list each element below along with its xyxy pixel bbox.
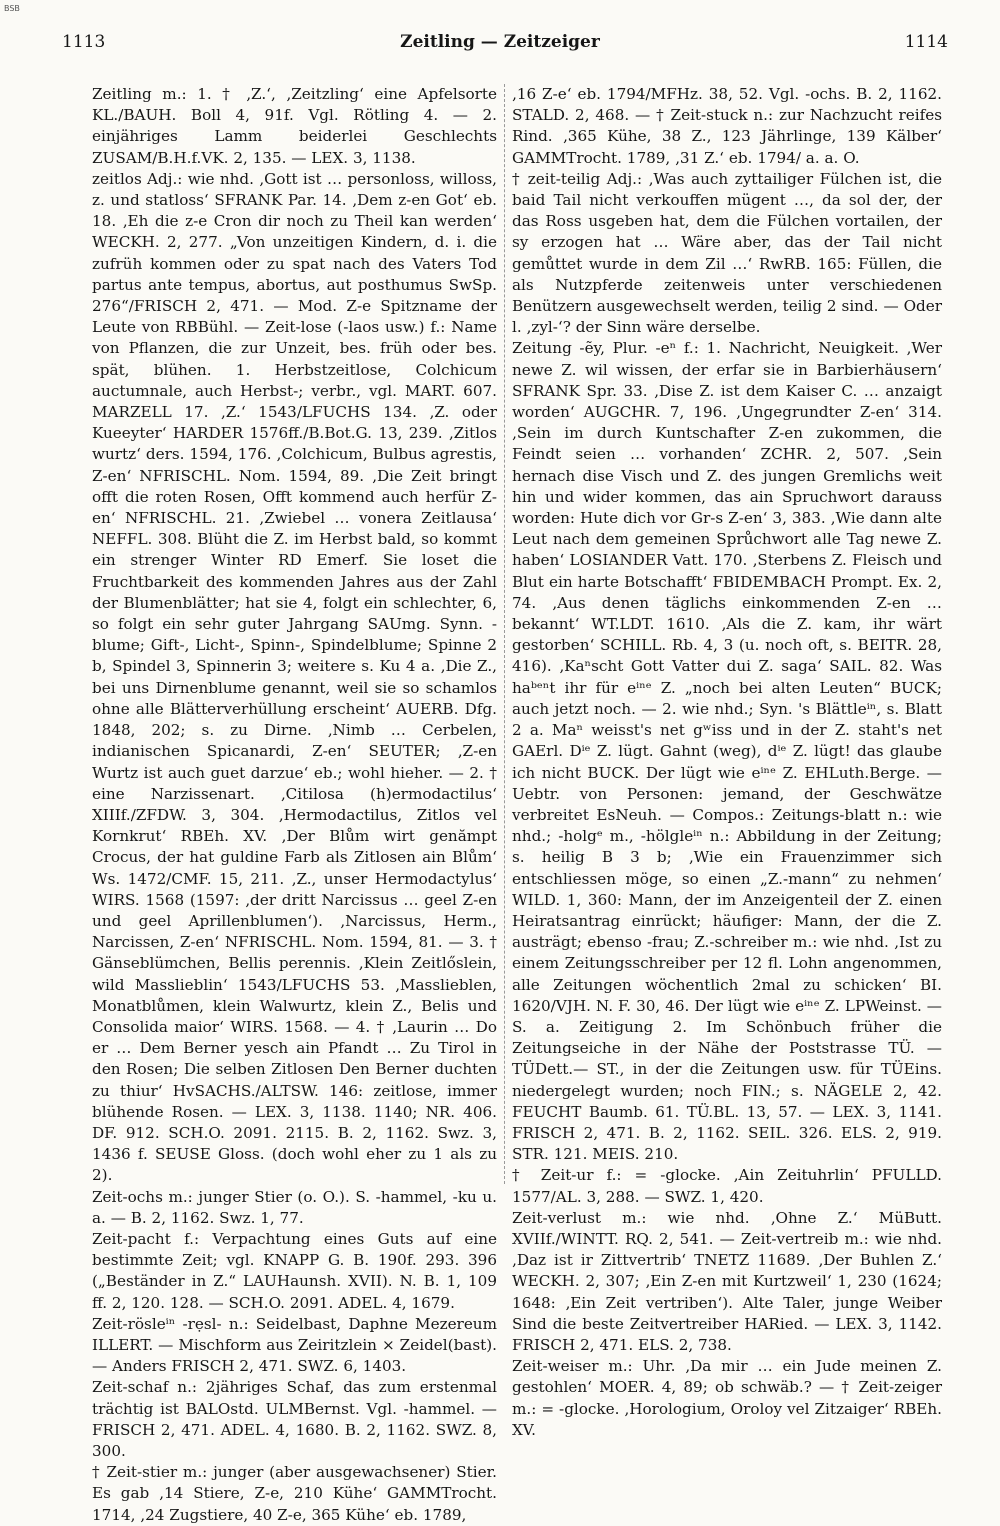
- entry-zeit-teilig: † zeit-teilig Adj.: ‚Was auch zyttailiger Fülchen ist, die baid Tail nicht verkouffen mügent …, da sol der, der das Ross usgeben hat, dem die Fülchen vortailen, der sy erzogen hat … Wäre aber, das der Tail nicht gemůttet wurde in dem Zil …‘ RwRB. 165: Füllen, die als Nutzpferde zeitenweis unter verschiedenen Benützern ausgewechselt werden, teilig 2 sind. — Oder l. ‚zyl-‘? der Sinn wäre derselbe.: [512, 169, 942, 337]
- entry-zeit-roeslein: Zeit-rösleⁱⁿ -rẹsl- n.: Seidelbast, Daphne Mezereum ILLERT. — Mischform aus Zeiritzlein × Zeidel(bast). — Anders FRISCH 2, 471. SWZ. 6, 1403.: [92, 1314, 497, 1376]
- left-page-number: 1113: [62, 32, 106, 52]
- entry-zeit-schaf: Zeit-schaf n.: 2jähriges Schaf, das zum erstenmal trächtig ist BALOstd. ULMBernst. Vgl. -hammel. — FRISCH 2, 471. ADEL. 4, 1680. B. 2, 1162. SWZ. 8, 300.: [92, 1378, 497, 1460]
- entry-zeit-ochs: Zeit-ochs m.: junger Stier (o. O.). S. -hammel, -ku u. a. — B. 2, 1162. Swz. 1, 77.: [92, 1187, 497, 1227]
- library-stamp: BSB: [4, 4, 20, 13]
- entry-zeit-stier: † Zeit-stier m.: junger (aber ausgewachsener) Stier. Es gab ‚14 Stiere, Z-e, 210 Kühe‘ GAMMTrocht. 1714, ‚24 Zugstiere, 40 Z-e, 365 Kühe‘ eb. 1789,: [92, 1463, 497, 1524]
- entry-zeit-pacht: Zeit-pacht f.: Verpachtung eines Guts auf eine bestimmte Zeit; vgl. KNAPP G. B. 190f. 293. 396 („Beständer in Z.“ LAUHaunsh. XVII). N. B. 1, 109 ff. 2, 120. 128. — SCH.O. 2091. ADEL. 4, 1679.: [92, 1229, 497, 1312]
- entry-zeitlos: zeitlos Adj.: wie nhd. ‚Gott ist … personloss, willoss, z. und statloss‘ SFRANK Par. 14. ‚Dem z-en Got‘ eb. 18. ‚Eh die z-e Cron dir noch zu Theil kan werden‘ WECKH. 2, 277. „Von unzeitigen Kindern, d. i. die zufrüh kommen oder zu spat nach des Vaters Tod partus ante tempus, abortus, aut posthumus SwSp. 276“/FRISCH 2, 471. — Mod. Z-e Spitzname der Leute von RBBühl. — Zeit-lose (-laos usw.) f.: Name von Pflanzen, die zur Unzeit, bes. früh oder bes. spät, blühen. 1. Herbstzeitlose, Colchicum auctumnale, auch Herbst-; verbr., vgl. MART. 607. MARZELL 17. ‚Z.‘ 1543/LFUCHS 134. ‚Z. oder Kueeyter‘ HARDER 1576ff./B.Bot.G. 13, 239. ‚Zitlos wurtz‘ ders. 1594, 176. ‚Colchicum, Bulbus agrestis, Z-en‘ NFRISCHL. Nom. 1594, 89. ‚Die Zeit bringt offt die roten Rosen, Offt kommend auch herfür Z-en‘ NFRISCHL. 21. ‚Zwiebel … vonera Zeitlausa‘ NEFFL. 308. Blüht die Z. im Herbst bald, so kommt ein strenger Winter RD Emerf. Sie loset die Fruchtbarkeit des kommenden Jahres aus der Zahl der Blumenblätter; hat sie 4, folgt ein schlechter, 6, so folgt ein sehr guter Jahrgang SAUmg. Synn. -blume; Gift-, Licht-, Spinn-, Spindelblume; Spinne 2 b, Spindel 3, Spinnerin 3; weitere s. Ku 4 a. ‚Die Z., bei uns Dirnenblume genannt, weil sie so schamlos ohne alle Blätterverhüllung erscheint‘ AUERB. Dfg. 1848, 202; s. zu Dirne. ‚Nimb … Cerbelen, indianischen Spicanardi, Z-en‘ SEUTER; ‚Z-en Wurtz ist auch guet darzue‘ eb.; wohl hieher. — 2. † eine Narzissenart. ‚Citilosa (h)ermodactilus‘ XIIIf./ZFDW. 3, 304. ‚Hermodactilus, Zitlos vel Kornkrut‘ RBEh. XV. ‚Der Blům wirt genămpt Crocus, der hat guldine Farb als Zitlosen ain Blům‘ Ws. 1472/CMF. 15, 211. ‚Z., unser Hermodactylus‘ WIRS. 1568 (1597: ‚der dritt Narcissus … geel Z-en und geel Aprillenblumen‘). ‚Narcissus, Herm., Narcissen, Z-en‘ NFRISCHL. Nom. 1594, 81. — 3. † Gänseblümchen, Bellis perennis. ‚Klein Zeitlőslein, wild Masslieblin‘ 1543/LFUCHS 53. ‚Masslieblen, Monatblůmen, klein Walwurtz, klein Z., Belis und Consolida maior‘ WIRS. 1568. — 4. † ‚Laurin … Do er … Dem Berner yesch ain Pfandt … Zu Tirol in den Rosen; Die selben Zitlosen Den Berner duchten zu thiur‘ HvSACHS./ALTSW. 146: zeitlose, immer blühende Rosen. — LEX. 3, 1138. 1140; NR. 406. DF. 912. SCH.O. 2091. 2115. B. 2, 1162. Swz. 3, 1436 f. SEUSE Gloss. (doch wohl eher zu 1 als zu 2).: [92, 169, 497, 1185]
- entry-zeit-ur: † Zeit-ur f.: = -glocke. ‚Ain Zeituhrlin‘ PFULLD. 1577/AL. 3, 288. — SWZ. 1, 420.: [512, 1166, 942, 1206]
- column-divider: [504, 84, 505, 1184]
- entry-zeitling: Zeitling m.: 1. † ‚Z.‘, ‚Zeitzling‘ eine Apfelsorte KL./BAUH. Boll 4, 91f. Vgl. Rötling 4. — 2. einjähriges Lamm beiderlei Geschlechts ZUSAM/B.H.f.VK. 2, 135. — LEX. 3, 1138.: [92, 85, 497, 167]
- entry-zeit-weiser: Zeit-weiser m.: Uhr. ‚Da mir … ein Jude meinen Z. gestohlen‘ MOER. 4, 89; ob schwäb.? — † Zeit-zeiger m.: = -glocke. ‚Horologium, Oroloy vel Zitzaiger‘ RBEh. XV.: [512, 1357, 942, 1439]
- running-title: Zeitling — Zeitzeiger: [400, 32, 600, 52]
- right-page-number: 1114: [904, 32, 948, 52]
- entry-zeit-verlust: Zeit-verlust m.: wie nhd. ‚Ohne Z.‘ MüButt. XVIIf./WINTT. RQ. 2, 541. — Zeit-vertreib m.: wie nhd. ‚Daz ist ir Zittvertrib‘ TNETZ 11689. ‚Der Buhlen Z.‘ WECKH. 2, 307; ‚Ein Z-en mit Kurtzweil‘ 1, 230 (1624; 1648: ‚Ein Zeit vertriben‘). Alte Taler, junge Weiber Sind die beste Zeitvertreiber HARied. — LEX. 3, 1142. FRISCH 2, 471. ELS. 2, 738.: [512, 1208, 942, 1354]
- left-column: [92, 84, 497, 1526]
- right-column: [512, 84, 942, 1441]
- entry-zeit-stier-continued: ‚16 Z-e‘ eb. 1794/MFHz. 38, 52. Vgl. -ochs. B. 2, 1162. STALD. 2, 468. — † Zeit-stuck n.: zur Nachzucht reifes Rind. ‚365 Kühe, 38 Z., 123 Jährlinge, 139 Kälber‘ GAMMTrocht. 1789, ‚31 Z.‘ eb. 1794/ a. a. O.: [512, 85, 942, 167]
- entry-zeitung: Zeitung -ẽy, Plur. -eⁿ f.: 1. Nachricht, Neuigkeit. ‚Wer newe Z. wil wissen, der erfar sie in Barbierhäusern‘ SFRANK Spr. 33. ‚Dise Z. ist dem Kaiser C. … anzaigt worden‘ AUGCHR. 7, 196. ‚Ungegrundter Z-en‘ 314. ‚Sein im durch Kuntschafter Z-en zukommen, die Feindt seien … vorhanden‘ ZCHR. 2, 507. ‚Sein hernach dise Visch und Z. des jungen Gremlichs weit hin und wider kommen, das ain Spruchwort darauss worden: Hute dich vor Gr-s Z-en‘ 3, 383. ‚Wie dann alte Leut nach dem gemeinen Sprůchwort alle Tag newe Z. haben‘ LOSIANDER Vatt. 170. ‚Sterbens Z. Fleisch und Blut ein harte Botschafft‘ FBIDEMBACH Prompt. Ex. 2, 74. ‚Aus denen täglichs einkommenden Z-en … bekannt‘ WT.LDT. 1610. ‚Als die Z. kam, ihr wärt gestorben‘ SCHILL. Rb. 4, 3 (u. noch oft, s. BEITR. 28, 416). ‚Kaⁿscht Gott Vatter dui Z. saga‘ SAIL. 82. Was haᵇᵉⁿt ihr für eⁱⁿᵉ Z. „noch bei alten Leuten“ BUCK; auch jetzt noch. — 2. wie nhd.; Syn. 's Blättleⁱⁿ, s. Blatt 2 a. Maⁿ weisst's net gʷiss und in der Z. staht's net GAErl. Dⁱᵉ Z. lügt. Gahnt (weg), dⁱᵉ Z. lügt! das glaube ich nicht BUCK. Der lügt wie eⁱⁿᵉ Z. EHLuth.Berge. — Uebtr. von Personen: jemand, der Geschwätze verbreitet EsNeuh. — Compos.: Zeitungs-blatt n.: wie nhd.; -holgᵉ m., -hölgleⁱⁿ n.: Abbildung in der Zeitung; s. heilig B 3 b; ‚Wie ein Frauenzimmer sich entschliessen möge, so einen „Z.-mann“ zu nehmen‘ WILD. 1, 360: Mann, der im Anzeigenteil der Z. einen Heiratsantrag einrückt; häufiger: Mann, der die Z. austrägt; ebenso -frau; Z.-schreiber m.: wie nhd. ‚Ist zu einem Zeitungsschreiber per 12 fl. Lohn angenommen, alle Zeitungen wöchentlich 2mal zu schicken‘ BI. 1620/VJH. N. F. 30, 46. Der lügt wie eⁱⁿᵉ Z. LPWeinst. — S. a. Zeitigung 2. Im Schönbuch früher die Zeitungseiche in der Nähe der Poststrasse TÜ. —TÜDett.— ST., in der die Zeitungen usw. für TÜEins. niedergelegt wurden; noch FIN.; s. NÄGELE 2, 42. FEUCHT Baumb. 61. TÜ.BL. 13, 57. — LEX. 3, 1141. FRISCH 2, 471. B. 2, 1162. SEIL. 326. ELS. 2, 919. STR. 121. MEIS. 210.: [512, 339, 942, 1164]
